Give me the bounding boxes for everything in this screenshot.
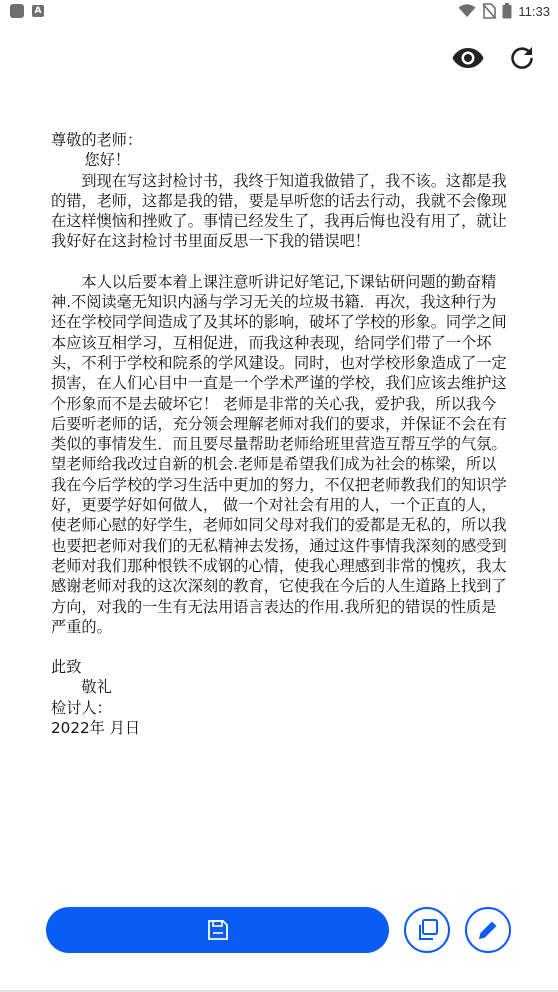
- save-icon: [207, 919, 229, 941]
- edit-button[interactable]: [465, 907, 511, 953]
- copy-icon: [415, 918, 439, 942]
- bottom-action-bar: [0, 905, 558, 955]
- refresh-icon: [509, 45, 535, 71]
- save-button[interactable]: [46, 907, 389, 953]
- copy-button[interactable]: [404, 907, 450, 953]
- preview-button[interactable]: [450, 40, 486, 76]
- letter-regards: 敬礼: [81, 678, 112, 697]
- letter-paragraph-1: 到现在写这封检讨书，我终于知道我做错了，我不该。这都是我的错，老师，这都是我的错，要是早听您的话去行动，我就不会像现在这样懊恼和挫败了。事情已经发生了，我再后悔也没有用了，就让我好好在这封检讨书里面反思一下我的错误吧！: [51, 171, 507, 251]
- square-icon: [10, 4, 24, 18]
- letter-date: 2022年 月日: [51, 719, 141, 738]
- status-time: 11:33: [518, 3, 550, 19]
- letter-signature: 检讨人：: [51, 698, 112, 717]
- letter-salutation: 尊敬的老师：: [51, 131, 143, 149]
- edit-icon: [476, 918, 500, 942]
- a-badge-icon: A: [32, 5, 44, 17]
- eye-icon: [452, 47, 484, 69]
- letter-paragraph-2: 本人以后要本着上课注意听讲记好笔记,下课钻研问题的勤奋精神.不阅读毫无知识内涵与学习无关的垃圾书籍．再次，我这种行为还在学校同学间造成了及其坏的影响，破坏了学校的形象。同学之间本应该互相学习，互相促进，而我这种表现，给同学们带了一个坏头，不利于学校和院系的学风建设。同时，也对学校形象造成了一定损害，在人们心目中一直是一个学术严谨的学校，我们应该去维护这个形象而不是去破坏它！ 老师是非常的关心我，爱护我，所以我今后要听老师的话，充分领会理解老师对我们的要求，并保证不会在有类似的事情发生．而且要尽量帮助老师给班里营造互帮互学的气氛。望老师给我改过自新的机会.老师是希望我们成为社会的栋梁，所以我在今后学校的学习生活中更加的努力，不仅把老师教我们的知识学好，更要学好如何做人， 做一个对社会有用的人，一个正直的人，使老师心慰的好学生，老师如同父母对我们的爱都是无私的，所以我 也要把老师对我们的无私精神去发扬，通过这件事情我深刻的感受到老师对我们那种恨铁不成钢的心情，使我心理感到非常的愧疚，我太感谢老师对我的这次深刻的教育，它使我在今后的人生道路上找到了方向，对我的一生有无法用语言表达的作用.我所犯的错误的性质是严重的。: [51, 272, 507, 636]
- status-bar: [0, 0, 558, 24]
- letter-content: [51, 130, 507, 738]
- letter-closing: 此致: [51, 658, 82, 677]
- refresh-button[interactable]: [504, 40, 540, 76]
- battery-icon: [502, 3, 512, 19]
- letter-greeting: 您好！: [84, 151, 130, 170]
- no-sim-icon: [482, 3, 496, 19]
- top-toolbar: [450, 40, 540, 76]
- wifi-icon: [458, 4, 476, 18]
